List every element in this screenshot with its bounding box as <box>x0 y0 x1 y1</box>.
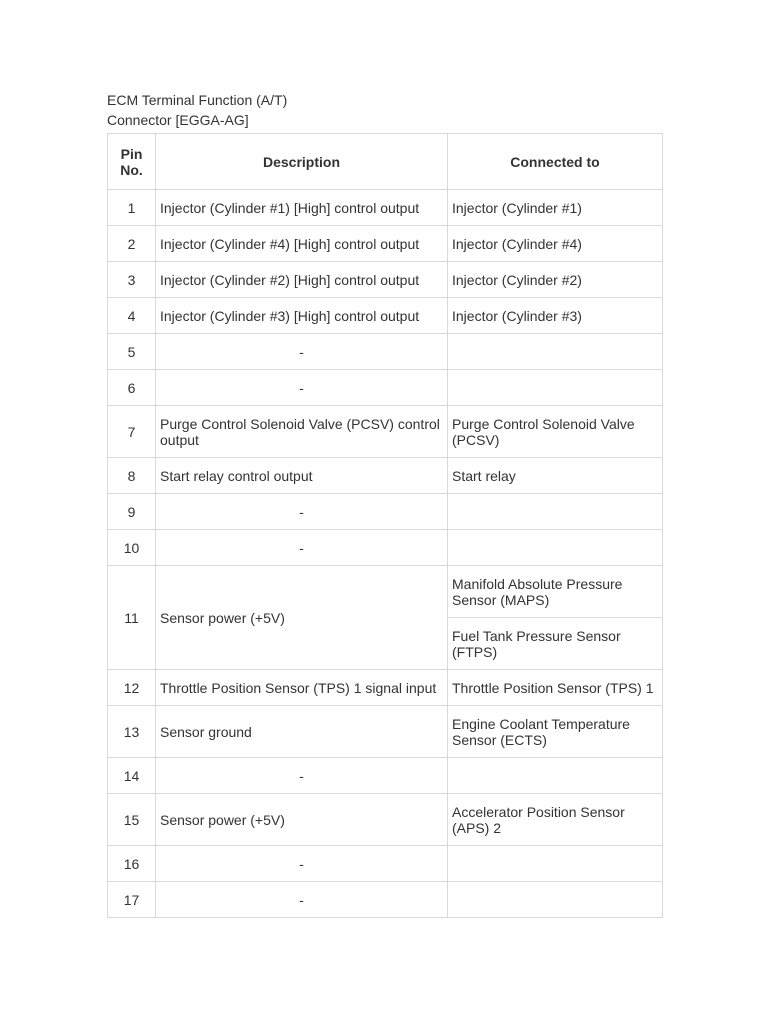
description-cell: Throttle Position Sensor (TPS) 1 signal input <box>156 670 448 706</box>
description-cell: Injector (Cylinder #1) [High] control output <box>156 190 448 226</box>
connected-to-cell <box>448 334 663 370</box>
table-row <box>108 706 663 758</box>
description-cell: Purge Control Solenoid Valve (PCSV) control output <box>156 406 448 458</box>
connected-to-cell <box>448 882 663 918</box>
description-cell: Sensor ground <box>156 706 448 758</box>
pin-number-cell: 14 <box>108 758 156 794</box>
description-cell: - <box>156 882 448 918</box>
pin-number-cell: 17 <box>108 882 156 918</box>
connected-to-cell <box>448 530 663 566</box>
pin-number-cell: 7 <box>108 406 156 458</box>
connected-to-cell <box>448 370 663 406</box>
table-row <box>108 758 663 794</box>
document <box>107 90 661 918</box>
table-row <box>108 530 663 566</box>
table-row <box>108 882 663 918</box>
pin-number-cell: 1 <box>108 190 156 226</box>
pin-number-cell: 4 <box>108 298 156 334</box>
table-row <box>108 494 663 530</box>
pin-number-cell: 16 <box>108 846 156 882</box>
connected-to-cell <box>448 846 663 882</box>
pin-number-cell: 6 <box>108 370 156 406</box>
connected-to-cell: Injector (Cylinder #3) <box>448 298 663 334</box>
description-cell: - <box>156 494 448 530</box>
description-cell: - <box>156 530 448 566</box>
pin-number-cell: 12 <box>108 670 156 706</box>
connected-to-cell: Start relay <box>448 458 663 494</box>
table-body <box>108 190 663 918</box>
pin-number-cell: 13 <box>108 706 156 758</box>
connected-to-cell <box>448 494 663 530</box>
document-title: ECM Terminal Function (A/T) <box>107 92 288 108</box>
connected-to-cell: Fuel Tank Pressure Sensor (FTPS) <box>448 618 663 670</box>
table-row <box>108 334 663 370</box>
description-cell: Sensor power (+5V) <box>156 566 448 670</box>
table-row <box>108 794 663 846</box>
connected-to-cell: Injector (Cylinder #2) <box>448 262 663 298</box>
connected-to-cell: Accelerator Position Sensor (APS) 2 <box>448 794 663 846</box>
table-row <box>108 298 663 334</box>
connected-to-cell: Purge Control Solenoid Valve (PCSV) <box>448 406 663 458</box>
description-cell: - <box>156 370 448 406</box>
header-description: Description <box>156 134 448 190</box>
table-row <box>108 190 663 226</box>
pin-number-cell: 11 <box>108 566 156 670</box>
connected-to-cell <box>448 758 663 794</box>
connector-label: Connector [EGGA-AG] <box>107 112 249 128</box>
description-cell: Start relay control output <box>156 458 448 494</box>
pin-number-cell: 10 <box>108 530 156 566</box>
description-cell: - <box>156 758 448 794</box>
connected-to-cell: Throttle Position Sensor (TPS) 1 <box>448 670 663 706</box>
description-cell: - <box>156 334 448 370</box>
table-row <box>108 566 663 618</box>
description-cell: Injector (Cylinder #2) [High] control output <box>156 262 448 298</box>
connected-to-cell: Manifold Absolute Pressure Sensor (MAPS) <box>448 566 663 618</box>
description-cell: - <box>156 846 448 882</box>
header-connected-to: Connected to <box>448 134 663 190</box>
connected-to-cell: Injector (Cylinder #1) <box>448 190 663 226</box>
connected-to-cell: Injector (Cylinder #4) <box>448 226 663 262</box>
table-row <box>108 846 663 882</box>
pin-number-cell: 15 <box>108 794 156 846</box>
table-row <box>108 226 663 262</box>
table-row <box>108 370 663 406</box>
table-row <box>108 458 663 494</box>
table-header-row <box>108 134 663 190</box>
description-cell: Injector (Cylinder #4) [High] control output <box>156 226 448 262</box>
description-cell: Injector (Cylinder #3) [High] control output <box>156 298 448 334</box>
pin-number-cell: 3 <box>108 262 156 298</box>
pin-number-cell: 5 <box>108 334 156 370</box>
pin-number-cell: 2 <box>108 226 156 262</box>
header-pin-no: Pin No. <box>108 134 156 190</box>
terminal-function-table <box>107 133 663 918</box>
pin-number-cell: 8 <box>108 458 156 494</box>
table-row <box>108 670 663 706</box>
connected-to-cell: Engine Coolant Temperature Sensor (ECTS) <box>448 706 663 758</box>
description-cell: Sensor power (+5V) <box>156 794 448 846</box>
table-row <box>108 262 663 298</box>
pin-number-cell: 9 <box>108 494 156 530</box>
table-row <box>108 406 663 458</box>
